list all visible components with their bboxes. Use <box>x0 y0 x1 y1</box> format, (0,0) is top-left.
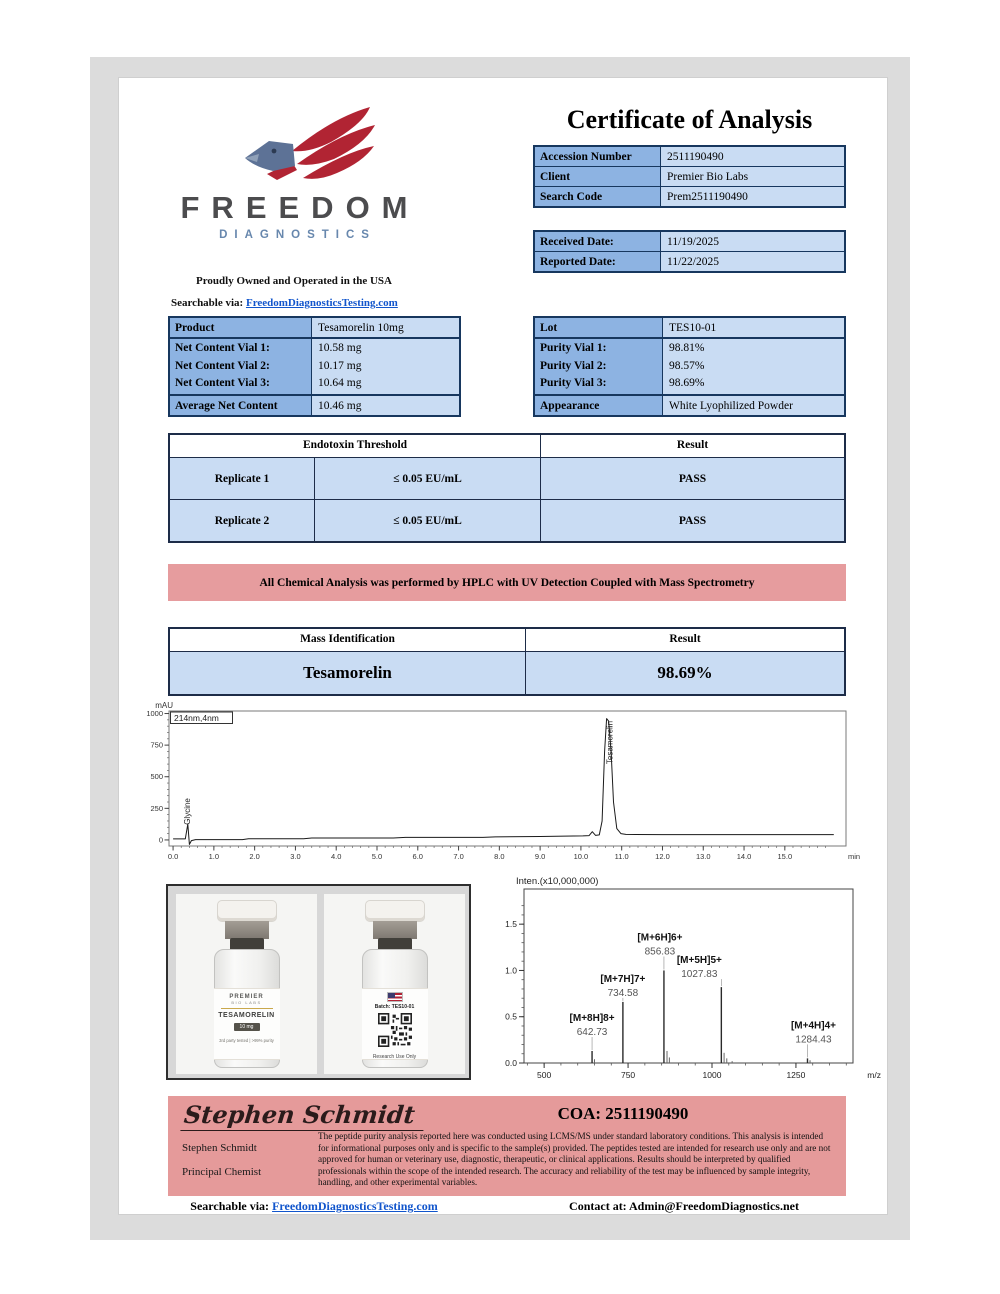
row-value: Premier Bio Labs <box>661 167 844 186</box>
column-header: Result <box>669 633 701 645</box>
row-label: Received Date: <box>535 232 661 251</box>
disclaimer-text: The peptide purity analysis reported here was conducted using LCMS/MS under standard laboratory conditions. This analysis is intended for informational purposes only and is specific to the sample(s) provided. The peptides tested are intended for research use only and are not approved for human or veterinary use, diagnostic, therapeutic, or clinical applications. Results should be interpreted by qualified professionals within the scope of the intended research. The accuracy and reliability of the test may be influenced by sample integrity, handling, and other experimental variables. <box>318 1131 831 1188</box>
table-row <box>535 186 844 206</box>
column-header: Mass Identification <box>170 629 526 651</box>
row-value: 2511190490 <box>661 147 844 166</box>
svg-text:0: 0 <box>158 835 163 845</box>
searchable-line-bottom <box>179 1199 449 1214</box>
endotoxin-header-row <box>170 435 844 457</box>
coa-number: COA: 2511190490 <box>557 1104 689 1123</box>
freedom-diagnostics-logo <box>237 104 387 188</box>
usa-flag-icon <box>387 992 403 1002</box>
searchable-prefix-bottom: Searchable via: <box>190 1199 270 1213</box>
svg-text:1000: 1000 <box>702 1070 722 1080</box>
svg-text:1027.83: 1027.83 <box>681 969 718 981</box>
table-row <box>535 166 844 186</box>
row-value: TES10-01 <box>663 318 844 337</box>
svg-text:Glycine: Glycine <box>183 798 193 825</box>
signature-script: Stephen Schmidt <box>180 1100 426 1131</box>
svg-text:1.0: 1.0 <box>208 852 220 861</box>
table-row: Replicate 1 ≤ 0.05 EU/mL PASS <box>170 457 844 499</box>
table-row <box>170 651 844 694</box>
svg-text:[M+8H]8+: [M+8H]8+ <box>569 1012 615 1024</box>
table-row <box>535 251 844 271</box>
lot-table <box>533 316 846 417</box>
table-row <box>535 318 844 337</box>
vial-front <box>210 900 284 1068</box>
row-label: Lot <box>535 318 663 337</box>
column-header: Endotoxin Threshold <box>170 435 541 457</box>
svg-text:4.0: 4.0 <box>330 852 342 861</box>
vial-photo-back <box>324 894 465 1074</box>
column-header: Result <box>676 439 709 451</box>
row-values: 10.58 mg 10.17 mg 10.64 mg <box>312 339 459 394</box>
svg-text:15.0: 15.0 <box>777 852 793 861</box>
row-value: Tesamorelin 10mg <box>312 318 459 337</box>
svg-text:[M+4H]4+: [M+4H]4+ <box>790 1020 836 1032</box>
mass-spectrum-chart <box>489 873 887 1088</box>
vial-tagline: 3rd party tested | >99% purity <box>219 1038 274 1043</box>
row-labels: Purity Vial 1: Purity Vial 2: Purity Vial 3: <box>535 339 663 394</box>
accession-info-table <box>533 145 846 208</box>
svg-text:12.0: 12.0 <box>655 852 670 861</box>
vial-dose-badge: 10 mg <box>234 1023 260 1031</box>
svg-text:250: 250 <box>150 803 163 813</box>
svg-text:1.0: 1.0 <box>505 965 517 976</box>
row-value: 10.46 mg <box>312 396 459 415</box>
svg-text:1.5: 1.5 <box>505 919 517 930</box>
svg-text:14.0: 14.0 <box>736 852 752 861</box>
svg-text:750: 750 <box>150 740 163 750</box>
table-row <box>170 394 459 415</box>
svg-text:m/z: m/z <box>867 1070 881 1080</box>
svg-text:642.73: 642.73 <box>576 1026 608 1038</box>
table-row <box>535 232 844 251</box>
hplc-chromatogram-chart <box>141 698 867 878</box>
svg-text:10.0: 10.0 <box>573 852 589 861</box>
brand-subtitle: DIAGNOSTICS <box>219 229 376 241</box>
endotoxin-table <box>168 433 846 543</box>
gold-divider <box>221 1008 273 1009</box>
row-value: Prem2511190490 <box>661 187 844 206</box>
table-row <box>535 394 844 415</box>
analyte-name: Tesamorelin <box>170 652 526 694</box>
vial-brand-sub: BIO LABS <box>231 1000 262 1005</box>
svg-text:750: 750 <box>620 1070 636 1080</box>
searchable-link-top[interactable]: FreedomDiagnosticsTesting.com <box>245 297 398 309</box>
svg-text:min: min <box>848 852 861 861</box>
signer-role: Principal Chemist <box>182 1166 262 1178</box>
vial-cap <box>217 900 277 922</box>
svg-text:856.83: 856.83 <box>644 946 676 958</box>
svg-text:11.0: 11.0 <box>614 852 629 861</box>
mass-identification-table <box>168 627 846 696</box>
searchable-link-bottom[interactable]: FreedomDiagnosticsTesting.com <box>272 1199 438 1213</box>
page-title: Certificate of Analysis <box>566 105 813 134</box>
brand-name: FREEDOM <box>180 190 420 225</box>
vial-back-label <box>362 988 428 1060</box>
vial-batch: Batch: TES10-01 <box>374 1004 415 1010</box>
svg-text:1000: 1000 <box>146 709 163 719</box>
vial-photos <box>166 884 471 1080</box>
qr-code <box>378 1013 412 1047</box>
purity-result: 98.69% <box>657 663 713 682</box>
contact-line: Contact at: Admin@FreedomDiagnostics.net <box>569 1199 799 1213</box>
svg-text:7.0: 7.0 <box>453 852 464 861</box>
row-label: Reported Date: <box>535 252 661 271</box>
row-label: Average Net Content <box>170 396 312 415</box>
result-pass: PASS <box>678 514 707 527</box>
svg-text:214nm,4nm: 214nm,4nm <box>174 713 219 723</box>
product-table <box>168 316 461 417</box>
svg-text:5.0: 5.0 <box>371 852 383 861</box>
brand-tagline: Proudly Owned and Operated in the USA <box>196 275 392 287</box>
svg-text:1250: 1250 <box>786 1070 806 1080</box>
svg-text:2.0: 2.0 <box>249 852 260 861</box>
row-value: 11/19/2025 <box>661 232 844 251</box>
dates-table <box>533 230 846 273</box>
row-label: Appearance <box>535 396 663 415</box>
vial-research-note: Research Use Only <box>372 1054 417 1060</box>
svg-text:0.0: 0.0 <box>167 852 179 861</box>
vial-back <box>358 900 432 1068</box>
vial-cap <box>365 900 425 922</box>
mass-header-row <box>170 629 844 651</box>
result-pass: PASS <box>678 472 707 485</box>
svg-text:734.58: 734.58 <box>607 987 639 999</box>
svg-text:mAU: mAU <box>155 701 173 710</box>
row-values: 98.81% 98.57% 98.69% <box>663 339 844 394</box>
svg-text:0.0: 0.0 <box>505 1058 517 1068</box>
vial-collar <box>373 921 417 939</box>
vial-brand: PREMIER <box>229 994 264 1000</box>
vial-photo-front <box>176 894 317 1074</box>
svg-text:Inten.(x10,000,000): Inten.(x10,000,000) <box>516 876 599 887</box>
certificate-document <box>118 77 888 1215</box>
row-label: Product <box>170 318 312 337</box>
signature-block <box>168 1096 846 1196</box>
row-label: Accession Number <box>535 147 661 166</box>
table-row <box>535 147 844 166</box>
svg-text:Tesamorelin: Tesamorelin <box>605 720 615 765</box>
svg-text:8.0: 8.0 <box>494 852 505 861</box>
searchable-prefix-top: Searchable via: <box>171 297 244 309</box>
table-row-group <box>535 337 844 394</box>
svg-text:6.0: 6.0 <box>412 852 423 861</box>
svg-text:1284.43: 1284.43 <box>795 1034 832 1046</box>
signer-name: Stephen Schmidt <box>182 1142 257 1154</box>
svg-text:3.0: 3.0 <box>290 852 301 861</box>
table-row: Replicate 2 ≤ 0.05 EU/mL PASS <box>170 499 844 541</box>
vial-product-name: TESAMORELIN <box>218 1012 275 1019</box>
svg-text:[M+7H]7+: [M+7H]7+ <box>600 973 646 985</box>
svg-text:[M+6H]6+: [M+6H]6+ <box>637 932 683 944</box>
table-row <box>170 318 459 337</box>
svg-text:0.5: 0.5 <box>505 1011 517 1022</box>
svg-text:[M+5H]5+: [M+5H]5+ <box>676 955 722 967</box>
svg-text:13.0: 13.0 <box>695 852 711 861</box>
searchable-line-top <box>171 297 398 309</box>
table-row-group <box>170 337 459 394</box>
analysis-method-banner: All Chemical Analysis was performed by HPLC with UV Detection Coupled with Mass Spectrometry <box>168 564 846 601</box>
row-value: White Lyophilized Powder <box>663 396 844 415</box>
svg-text:500: 500 <box>150 772 163 782</box>
vial-collar <box>225 921 269 939</box>
svg-text:9.0: 9.0 <box>534 852 546 861</box>
row-label: Client <box>535 167 661 186</box>
vial-front-label <box>214 988 280 1060</box>
row-label: Search Code <box>535 187 661 206</box>
row-labels: Net Content Vial 1: Net Content Vial 2: Net Content Vial 3: <box>170 339 312 394</box>
svg-text:500: 500 <box>537 1070 552 1080</box>
row-value: 11/22/2025 <box>661 252 844 271</box>
